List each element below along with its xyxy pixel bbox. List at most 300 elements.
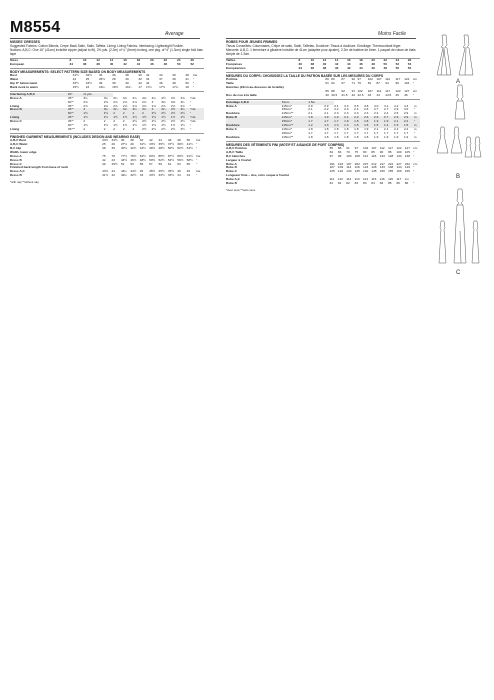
table-cell: 3.3 bbox=[344, 103, 349, 108]
table-cell: 48 bbox=[172, 80, 176, 85]
row-unit: " bbox=[196, 173, 198, 178]
table-cell: 145 bbox=[371, 169, 377, 174]
figure-label-b: B bbox=[456, 174, 461, 180]
yardage-section bbox=[226, 99, 420, 140]
finished-measurements-heading: FINISHED GARMENT MEASUREMENTS (INCLUDES DESIGN AND WEARING EASE) bbox=[10, 133, 204, 139]
size-cell: 20 bbox=[150, 57, 154, 62]
table-cell: 1½ bbox=[83, 112, 103, 116]
table-cell: 1½ bbox=[83, 123, 88, 128]
table-cell: 36 bbox=[120, 138, 125, 143]
measurement-table bbox=[226, 147, 420, 186]
table-cell: 33½ bbox=[102, 138, 109, 143]
table-cell: 1.3 bbox=[324, 124, 334, 128]
table-cell: 102 bbox=[363, 145, 369, 150]
table-cell: 1.9 bbox=[384, 134, 389, 139]
table-cell: 39 bbox=[172, 76, 176, 81]
table-cell: 3¼ bbox=[142, 108, 152, 112]
table-cell: 2.9 bbox=[324, 103, 329, 108]
table-cell: 26½ bbox=[98, 76, 105, 81]
table-cell: 3¾ bbox=[180, 108, 190, 112]
table-cell: 85 bbox=[329, 145, 334, 150]
table-cell: 4.2 bbox=[393, 103, 399, 108]
table-cell: 42.5 bbox=[357, 92, 364, 97]
table-cell: 44.5 bbox=[385, 92, 392, 97]
table-cell: 116 bbox=[388, 177, 394, 182]
table-cell: 71 bbox=[351, 80, 356, 85]
table-cell: 2.3 bbox=[334, 111, 339, 116]
footnote: *avec sens **sans sens bbox=[226, 188, 256, 192]
table-cell: 50½ bbox=[167, 145, 174, 150]
table-cell: 1.8 bbox=[324, 134, 329, 139]
table-cell: 80 bbox=[363, 149, 367, 154]
size-cell: 38 bbox=[322, 65, 327, 70]
table-cell: 102 bbox=[357, 88, 363, 93]
measurement-table bbox=[10, 139, 204, 178]
table-cell: 2.7 bbox=[384, 107, 389, 112]
table-cell: 113 bbox=[363, 153, 368, 158]
row-unit: m bbox=[414, 124, 420, 128]
size-cell: 10 bbox=[310, 57, 315, 62]
table-cell: 104 bbox=[404, 80, 410, 85]
table-cell: 107 bbox=[329, 165, 335, 170]
row-label: A,B,C Poitrine bbox=[226, 145, 247, 150]
table-cell: 91 bbox=[346, 145, 350, 150]
table-cell: 1.8 bbox=[364, 120, 374, 124]
table-cell: 2½ bbox=[171, 112, 181, 116]
table-cell: 2.5 bbox=[393, 111, 399, 116]
table-cell: 43½ bbox=[102, 169, 109, 174]
table-cell: 46 bbox=[159, 80, 163, 85]
table-cell: 79½ bbox=[130, 153, 137, 158]
table-cell: 2.3 bbox=[364, 111, 369, 116]
table-cell: 48 bbox=[185, 72, 189, 77]
table-cell: 87½ bbox=[167, 153, 174, 158]
table-cell: 42 bbox=[351, 92, 356, 97]
table-cell: 1½ bbox=[132, 123, 137, 128]
table-cell: 112 bbox=[346, 177, 352, 182]
table-cell: 2½ bbox=[161, 126, 166, 131]
table-cell: 18 bbox=[185, 84, 189, 89]
dress-b-small-front-sketch bbox=[465, 137, 472, 157]
table-cell: 87 bbox=[376, 80, 380, 85]
row-unit: " bbox=[190, 99, 192, 104]
row-unit: " bbox=[196, 145, 198, 150]
table-cell: 2 bbox=[83, 119, 86, 124]
table-cell: 1.2 bbox=[308, 124, 324, 128]
table-cell: 112 bbox=[385, 76, 391, 81]
french-column bbox=[226, 40, 420, 192]
table-cell: 41.5 bbox=[341, 92, 348, 97]
row-unit: " bbox=[196, 161, 198, 166]
size-cell: 14 bbox=[109, 57, 114, 62]
table-cell: 17¼ bbox=[145, 84, 152, 89]
table-cell: 3.8 bbox=[364, 103, 369, 108]
table-cell: 40 bbox=[325, 92, 329, 97]
table-cell: 1.7 bbox=[364, 130, 369, 135]
table-cell: 61 bbox=[167, 161, 172, 166]
table-cell: 46 bbox=[167, 138, 172, 143]
table-cell: 99 bbox=[337, 153, 342, 158]
table-cell: 33½ bbox=[149, 142, 156, 147]
dress-a-small-back-sketch bbox=[451, 127, 462, 153]
table-cell: 191 bbox=[329, 161, 335, 166]
table-cell: 3¾ bbox=[113, 95, 118, 100]
row-unit: " bbox=[413, 181, 415, 186]
table-cell: 1½ bbox=[83, 116, 103, 120]
table-cell: 2.1 bbox=[394, 120, 404, 124]
size-cell: 46 bbox=[371, 65, 375, 70]
table-cell: 1½ bbox=[132, 116, 142, 120]
table-cell: 107 bbox=[367, 88, 373, 93]
table-cell: 138 bbox=[388, 165, 394, 170]
size-cell: 26 bbox=[190, 57, 194, 62]
table-cell: 3⅛ bbox=[170, 99, 176, 104]
table-cell: 88 bbox=[331, 88, 335, 93]
table-cell: 2 bbox=[113, 119, 116, 124]
table-cell: 1.5 bbox=[404, 124, 414, 128]
table-cell: 44½ bbox=[130, 169, 137, 174]
table-cell: 89½ bbox=[177, 153, 184, 158]
fabric-width: 60"* bbox=[67, 99, 74, 104]
fabric-width: 60"* bbox=[67, 123, 74, 128]
table-cell: 49 bbox=[102, 161, 106, 166]
table-cell: 122 bbox=[396, 145, 402, 150]
table-cell: 2.7 bbox=[384, 116, 394, 120]
table-cell: 52½ bbox=[158, 157, 165, 162]
table-cell: 1.5 bbox=[354, 124, 364, 128]
table-cell: 65 bbox=[186, 161, 191, 166]
table-cell: 112 bbox=[379, 145, 385, 150]
table-cell: 1.3 bbox=[344, 124, 354, 128]
table-cell: 193 bbox=[337, 161, 344, 166]
table-cell: 2½ bbox=[170, 126, 176, 131]
size-cell: 8 bbox=[69, 57, 72, 62]
table-cell: 85 bbox=[388, 181, 392, 186]
row-unit: " bbox=[192, 76, 195, 81]
table-cell: 1.5 bbox=[374, 124, 384, 128]
table-cell: 1½ bbox=[170, 123, 176, 128]
fabric-width: 115cm** bbox=[281, 111, 294, 116]
table-cell: 2½ bbox=[161, 112, 171, 116]
table-cell: 76 bbox=[357, 80, 361, 85]
size-cell: 46 bbox=[359, 61, 363, 66]
size-cell: 36 bbox=[298, 61, 302, 66]
table-cell: 100 bbox=[396, 149, 402, 154]
table-cell: 86 bbox=[404, 181, 409, 186]
table-cell: 2½ bbox=[152, 112, 162, 116]
dress-sketches-svg bbox=[436, 31, 482, 276]
table-cell: 83 bbox=[331, 76, 335, 81]
row-unit: Ins. bbox=[196, 153, 202, 158]
table-cell: 1½ bbox=[180, 116, 190, 120]
table-cell: 140 bbox=[363, 169, 369, 174]
table-cell: 222 bbox=[388, 161, 394, 166]
table-cell: 54½ bbox=[167, 157, 174, 162]
size-cell: 8 bbox=[298, 57, 301, 62]
table-cell: 33½ bbox=[167, 173, 174, 178]
row-label: Dress A bbox=[10, 153, 22, 158]
table-cell: 1½ bbox=[103, 123, 108, 128]
table-cell: 2⅝ bbox=[132, 103, 137, 108]
table-cell: 36 bbox=[98, 80, 103, 85]
table-cell: 2.1 bbox=[344, 116, 354, 120]
dress-a-back-sketch bbox=[459, 35, 473, 75]
row-label: Interfacing A,B,C bbox=[10, 93, 68, 97]
sizes-label: Sizes bbox=[10, 57, 18, 62]
dress-b-front-sketch bbox=[455, 85, 465, 119]
table-cell: 2⅝ bbox=[83, 99, 88, 104]
table-cell: 1.7 bbox=[354, 130, 359, 135]
fabric-width: 45"* bbox=[67, 103, 74, 108]
row-label: Hip 9" below waist bbox=[10, 80, 38, 85]
table-cell: 117 bbox=[395, 76, 401, 81]
size-cell: 10 bbox=[82, 57, 87, 62]
row-unit: m bbox=[413, 103, 417, 108]
table-cell: 97 bbox=[351, 88, 356, 93]
table-cell: 44½ bbox=[120, 157, 127, 162]
fabric-width: 51cm bbox=[282, 101, 309, 105]
table-cell: 155 bbox=[388, 169, 394, 174]
table-cell: 34 bbox=[98, 72, 103, 77]
fabric-width: 115cm** bbox=[282, 124, 309, 128]
table-cell: 44 bbox=[145, 80, 150, 85]
figure-label-a: A bbox=[456, 79, 461, 85]
table-cell: 3.1 bbox=[334, 103, 339, 108]
table-cell: 4¼ bbox=[151, 95, 156, 100]
table-cell: 1.5 bbox=[364, 124, 374, 128]
row-label: Dress B bbox=[10, 173, 22, 178]
table-cell: 2⅝ bbox=[113, 99, 118, 104]
row-label: Robe A bbox=[226, 103, 237, 108]
table-cell: 3 bbox=[83, 108, 103, 112]
table-cell: 45½ bbox=[167, 169, 174, 174]
fabric-width: 150cm* bbox=[281, 107, 293, 112]
table-cell: 64 bbox=[329, 149, 334, 154]
table-cell: 50½ bbox=[149, 157, 156, 162]
table-cell: 2½ bbox=[142, 119, 147, 124]
row-unit: " bbox=[414, 120, 420, 124]
fabric-width: 150cm* bbox=[282, 120, 309, 124]
french-label: Françaises bbox=[226, 61, 243, 66]
table-cell: 57 bbox=[149, 161, 153, 166]
dress-a-small-front-sketch bbox=[437, 127, 448, 153]
table-cell: 118 bbox=[354, 165, 360, 170]
row-unit: " bbox=[190, 123, 192, 128]
table-cell: 40.5 bbox=[331, 92, 338, 97]
row-unit: " bbox=[190, 103, 192, 108]
table-cell: 1.8 bbox=[308, 134, 313, 139]
table-cell: 40 bbox=[138, 72, 142, 77]
table-cell: 41 bbox=[185, 76, 189, 81]
row-label: Taille bbox=[226, 80, 234, 85]
table-cell: 3.5 bbox=[354, 103, 359, 108]
table-cell: 2½ bbox=[180, 119, 185, 124]
table-cell: 2⅝ bbox=[132, 99, 137, 104]
table-cell: 3¾ bbox=[83, 95, 88, 100]
table-row bbox=[226, 94, 420, 98]
table-cell: 33½ bbox=[72, 80, 79, 85]
table-cell: 67 bbox=[341, 80, 345, 85]
fabric-width: 45"** bbox=[67, 126, 75, 131]
table-cell: 127 bbox=[404, 145, 410, 150]
table-cell: 2⅝ bbox=[170, 103, 176, 108]
size-cell: 20 bbox=[371, 57, 375, 62]
table-cell: 38 bbox=[130, 138, 134, 143]
table-cell: 2.6 bbox=[374, 116, 384, 120]
table-cell: 2 bbox=[132, 126, 135, 131]
size-cell: 12 bbox=[96, 57, 100, 62]
fabrics-text: Tissus Conseillés: Cotonnades, Crêpe de satin, Satin, Taffetas. Doublure: Tissus à doublure. Entoilage: Thermocollant léger. bbox=[226, 44, 402, 49]
table-cell: 117 bbox=[396, 177, 402, 182]
table-cell: 2.2 bbox=[403, 126, 409, 131]
garment-illustrations bbox=[436, 31, 482, 276]
table-cell: 35½ bbox=[158, 142, 165, 147]
table-cell: 118 bbox=[371, 153, 377, 158]
table-cell: 90 bbox=[379, 149, 384, 154]
table-cell: 1½ bbox=[104, 112, 114, 116]
table-cell: 1.9 bbox=[384, 120, 394, 124]
table-cell: 80 bbox=[325, 76, 329, 81]
table-cell: 149 bbox=[404, 165, 410, 170]
table-cell: 117 bbox=[388, 145, 394, 150]
table-cell: 92 bbox=[341, 88, 345, 93]
table-cell: 1½ bbox=[113, 123, 118, 128]
table-cell: 2.9 bbox=[393, 107, 399, 112]
table-cell: 126 bbox=[337, 169, 344, 174]
row-label: Dress C bbox=[10, 161, 22, 166]
table-cell: 1½ bbox=[180, 123, 185, 128]
table-cell: 1.8 bbox=[334, 134, 339, 139]
table-cell: 2.1 bbox=[384, 126, 389, 131]
table-cell: 76 bbox=[111, 153, 115, 158]
body-measurements-heading: MESURES DU CORPS: CHOISISSEZ LA TAILLE DU PATRON BASÉE SUR LES MESURES DU CORPS bbox=[226, 72, 420, 78]
table-cell: 2.1 bbox=[374, 126, 379, 131]
table-cell: 97 bbox=[329, 153, 334, 158]
row-label: Poitrine bbox=[226, 76, 238, 81]
table-cell: 45 bbox=[139, 169, 144, 174]
row-label: Doublure bbox=[226, 124, 282, 128]
size-cell: 24 bbox=[395, 57, 400, 62]
row-label: A,B,C Taille bbox=[226, 149, 243, 154]
table-cell: 2½ bbox=[132, 119, 137, 124]
table-cell: 55 bbox=[139, 161, 144, 166]
table-cell: 1.7 bbox=[308, 130, 313, 135]
table-cell: 77½ bbox=[120, 153, 127, 158]
table-cell: 130 bbox=[346, 169, 352, 174]
table-cell: 26 bbox=[111, 142, 115, 147]
table-cell: 40½ bbox=[120, 145, 127, 150]
table-cell: 1½ bbox=[123, 116, 133, 120]
table-cell: 42 bbox=[102, 157, 106, 162]
table-cell: 83½ bbox=[149, 153, 156, 158]
table-cell: 111 bbox=[329, 177, 335, 182]
size-cell: 48 bbox=[163, 61, 168, 66]
table-cell: 1.8 bbox=[354, 120, 364, 124]
table-cell: 232 bbox=[404, 161, 410, 166]
table-cell: 1.8 bbox=[354, 134, 359, 139]
section-heading: ROBES POUR JEUNES FEMMES bbox=[226, 40, 278, 44]
table-cell: 1.9 bbox=[374, 134, 379, 139]
table-cell: 115 bbox=[371, 177, 377, 182]
table-cell: 97 bbox=[357, 76, 361, 81]
row-label: Longueur finie – dos, retro ouque à l'ourlet bbox=[226, 173, 289, 178]
table-cell: 2⅝ bbox=[122, 99, 128, 104]
table-cell: 1.7 bbox=[393, 130, 399, 135]
size-cell: 52 bbox=[190, 61, 194, 66]
dress-c-small-front-sketch bbox=[439, 221, 446, 263]
table-cell: 2 bbox=[103, 126, 106, 131]
table-cell: 3.0 bbox=[403, 107, 409, 112]
table-cell: 2.3 bbox=[344, 107, 349, 112]
size-cell: 24 bbox=[177, 57, 181, 62]
table-cell: 44 bbox=[159, 72, 163, 77]
measurement-table bbox=[226, 78, 420, 98]
table-cell: 32¼ bbox=[120, 173, 127, 178]
table-cell: 83 bbox=[363, 181, 367, 186]
table-cell: 33 bbox=[139, 173, 144, 178]
table-cell: 2⅝ bbox=[113, 103, 118, 108]
table-cell: 3⅛ bbox=[161, 99, 166, 104]
table-cell: 41½ bbox=[186, 142, 193, 147]
table-cell: 1.8 bbox=[364, 134, 369, 139]
table-cell: 2⅝ bbox=[161, 103, 166, 108]
table-cell: 1.8 bbox=[344, 120, 354, 124]
table-cell: 44 bbox=[111, 169, 115, 174]
table-cell: 2.3 bbox=[344, 111, 349, 116]
table-cell: 2.2 bbox=[393, 126, 399, 131]
table-cell: 1.8 bbox=[308, 126, 313, 131]
table-row bbox=[226, 136, 420, 140]
size-cell: 18 bbox=[136, 57, 141, 62]
table-cell: 2⅝ bbox=[180, 103, 185, 108]
table-cell: 1.4 bbox=[384, 124, 394, 128]
table-cell: 2.3 bbox=[354, 111, 359, 116]
table-cell: 42 bbox=[149, 138, 153, 143]
row-label: Dress A bbox=[10, 95, 22, 100]
table-cell: 28 bbox=[112, 76, 116, 81]
table-cell: 2.4 bbox=[374, 111, 379, 116]
table-cell: 48½ bbox=[158, 145, 165, 150]
table-cell: 2.2 bbox=[354, 116, 364, 120]
table-cell: 133 bbox=[396, 153, 402, 158]
table-cell: 102 bbox=[367, 76, 373, 81]
table-cell: 45 bbox=[395, 92, 399, 97]
size-cell: 50 bbox=[395, 65, 400, 70]
row-unit: cm bbox=[412, 76, 418, 81]
table-cell: 107 bbox=[376, 76, 382, 81]
table-cell: 1.8 bbox=[344, 134, 349, 139]
size-cell: 44 bbox=[136, 61, 141, 66]
table-cell: 3¼ bbox=[132, 108, 142, 112]
size-cell: 44 bbox=[347, 61, 351, 66]
table-cell: 128 bbox=[371, 165, 377, 170]
size-cell: 22 bbox=[163, 57, 168, 62]
row-label: Entoilage A,B,C bbox=[226, 101, 282, 105]
table-cell: 2⅝ bbox=[103, 103, 108, 108]
row-unit: " bbox=[192, 80, 195, 85]
table-cell: 2⅝ bbox=[142, 103, 147, 108]
size-cell: 46 bbox=[150, 61, 154, 66]
table-cell: 217 bbox=[379, 161, 385, 166]
table-cell: 1.9 bbox=[403, 134, 409, 139]
row-label: Largeur à l'ourlet bbox=[226, 157, 252, 162]
table-cell: 2.4 bbox=[384, 111, 389, 116]
row-unit: " bbox=[413, 153, 415, 158]
table-cell: 2.2 bbox=[324, 107, 329, 112]
size-cell: 34 bbox=[69, 61, 73, 66]
size-cell: 40 bbox=[334, 65, 339, 70]
table-cell: 2.9 bbox=[404, 116, 414, 120]
